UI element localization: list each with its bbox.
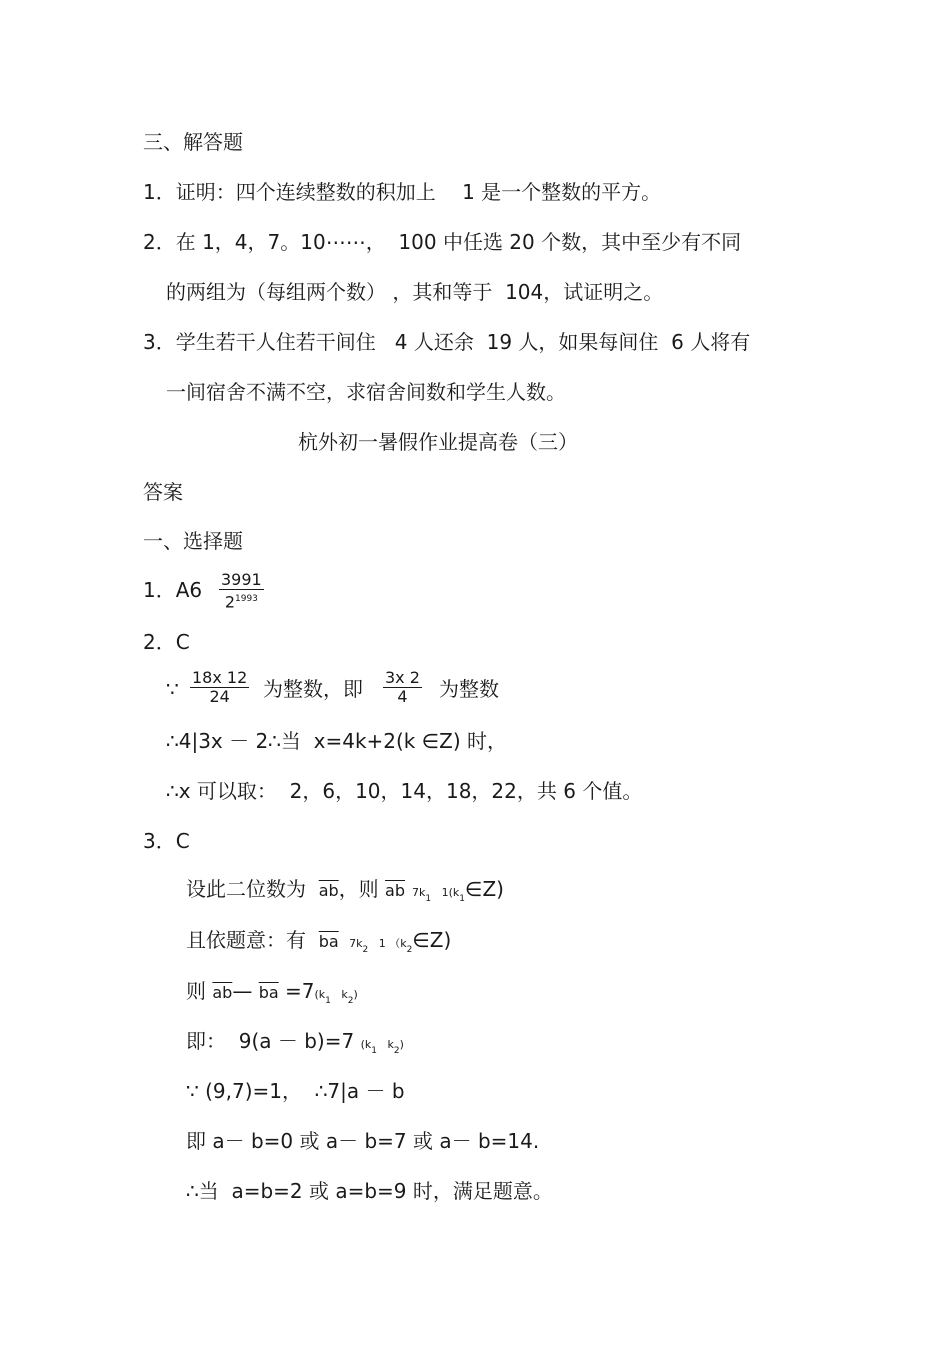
section-title: 三、解答题 — [143, 130, 243, 154]
question-2-line-1: 2．在 1，4，7。10⋯⋯， 100 中任选 20 个数，其中至少有不同 — [143, 230, 742, 254]
fraction-numerator: 18x 12 — [192, 668, 248, 687]
answer-2-middle-text: 为整数，即 — [263, 677, 363, 701]
answer-2-line-2: ∴4|3x － 2∴当 x=4k+2(k ∈Z) 时， — [166, 729, 508, 753]
subscript: 1 — [459, 894, 466, 904]
subscript: 2 — [393, 1046, 400, 1056]
question-2-line-2: 的两组为（每组两个数） ，其和等于 104，试证明之。 — [166, 280, 664, 304]
text: (k — [360, 1038, 372, 1051]
subscript: 1 — [371, 1046, 377, 1056]
answer-2-fraction-1 — [190, 669, 249, 706]
text: ∈Z) — [412, 928, 452, 952]
center-title: 杭外初一暑假作业提高卷（三） — [298, 430, 578, 454]
answer-2-label: 2．C — [143, 630, 190, 654]
fraction-denominator — [219, 590, 264, 611]
subscript: 1 — [425, 894, 432, 904]
answer-1-label: 1．A6 — [143, 578, 203, 602]
answer-3-line-4 — [186, 1028, 404, 1064]
question-3-line-2: 一间宿舍不满不空，求宿舍间数和学生人数。 — [166, 380, 566, 404]
text: ，则 — [338, 877, 386, 901]
answer-3-line-2 — [186, 927, 451, 963]
answer-2-fraction-2 — [383, 669, 422, 706]
text: (k — [314, 988, 326, 1001]
text: ∈Z) — [465, 877, 504, 901]
text: — — [232, 979, 259, 1003]
text: =7 — [278, 979, 315, 1003]
fraction-numerator: 3991 — [221, 570, 262, 589]
text: 1(k — [431, 886, 460, 899]
overline-ba: $\overline{ba}$ — [318, 932, 339, 951]
text: 且依题意：有 — [186, 928, 319, 952]
subscript: 2 — [406, 945, 413, 955]
answers-heading: 答案 — [143, 480, 183, 504]
because-symbol: ∵ — [166, 677, 179, 701]
overline-ab: $\overline{ab}$ — [385, 881, 406, 900]
text: 设此二位数为 — [186, 877, 319, 901]
answer-2-line-3: ∴x 可以取： 2，6，10，14，18，22，共 6 个值。 — [166, 779, 643, 803]
question-3-line-1: 3．学生若干人住若干间住 4 人还余 19 人，如果每间住 6 人将有 — [143, 330, 751, 354]
text: k — [330, 988, 348, 1001]
text: k — [376, 1038, 394, 1051]
overline-ab: $\overline{ab}$ — [318, 881, 339, 900]
text: ) — [353, 988, 358, 1001]
answer-3-line-3 — [186, 978, 358, 1014]
fraction-denominator: 24 — [209, 687, 230, 706]
answer-3-label: 3．C — [143, 829, 190, 853]
text: ) — [399, 1038, 404, 1051]
section-title-choice: 一、选择题 — [143, 529, 243, 553]
answer-2-end-text: 为整数 — [439, 677, 499, 701]
text: 7k — [338, 937, 363, 950]
text: 7k — [405, 886, 426, 899]
subscript: 2 — [362, 945, 369, 955]
answer-1-fraction — [219, 571, 264, 611]
denominator-base: 2 — [224, 592, 235, 612]
subscript: 1 — [325, 996, 331, 1006]
overline-ab: $\overline{ab}$ — [212, 983, 233, 1002]
answer-3-line-6: 即 a－ b=0 或 a－ b=7 或 a－ b=14. — [186, 1129, 540, 1153]
text: 1 （k — [368, 937, 407, 950]
text: 即： 9(a － b)=7 — [186, 1029, 361, 1053]
overline-ba: $\overline{ba}$ — [258, 983, 279, 1002]
answer-3-line-5: ∵ (9,7)=1， ∴7|a － b — [186, 1079, 405, 1103]
answer-3-line-1 — [186, 876, 504, 912]
question-1: 1．证明：四个连续整数的积加上 1 是一个整数的平方。 — [143, 180, 662, 204]
text: 则 — [186, 979, 213, 1003]
subscript: 2 — [347, 996, 354, 1006]
fraction-numerator: 3x 2 — [385, 668, 420, 687]
fraction-denominator: 4 — [397, 687, 408, 706]
answer-3-line-7: ∴当 a=b=2 或 a=b=9 时，满足题意。 — [186, 1179, 553, 1203]
denominator-exponent: 1993 — [235, 594, 258, 604]
